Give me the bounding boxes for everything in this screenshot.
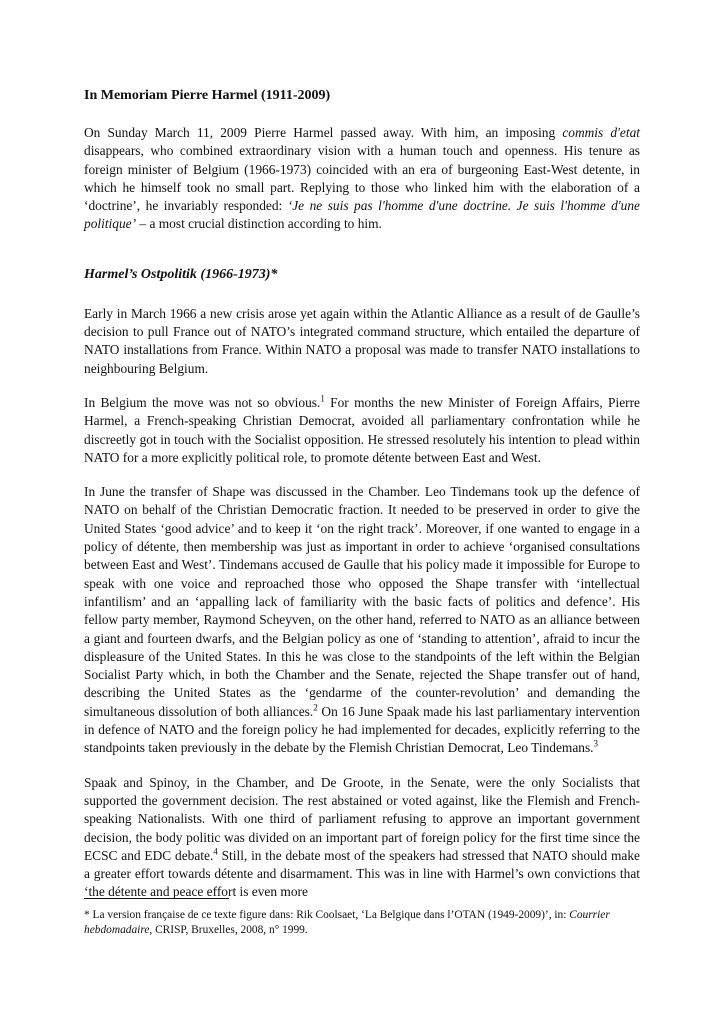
footnote-ref-2[interactable]: 2 — [313, 702, 318, 713]
intro-text-3: – a most crucial distinction according to him. — [136, 216, 382, 232]
paragraph-5 — [84, 774, 640, 902]
footnote-ref-4[interactable]: 4 — [213, 846, 218, 857]
page-title: In Memoriam Pierre Harmel (1911-2009) — [84, 88, 331, 103]
paragraph-2: Early in March 1966 a new crisis arose yet again within the Atlantic Alliance as a result of de Gaulle’s decision to pull France out of NATO’s integrated command structure, which entailed the departure of NATO installations from France. Within NATO a proposal was made to transfer NATO installations to neighbouring Belgium. — [84, 305, 640, 376]
intro-italic-quote: ‘Je ne suis pas l'homme d'une doctrine. Je suis l'homme d'une politique’ — [84, 198, 640, 232]
paragraph-5-text-2: Still, in the debate most of the speakers had stressed that NATO should make a greater effort towards détente and disarmament. This was in line with Harmel’s own convictions that ‘the détente and peace effort is even more — [84, 847, 641, 900]
footnote-text-1: * La version française de ce texte figure dans: Rik Coolsaet, ‘La Belgique dans l’OTAN (1949-2009)’, in: — [84, 909, 570, 921]
footnote-ref-1[interactable]: 1 — [320, 393, 325, 404]
footnote-divider — [84, 898, 229, 899]
intro-paragraph — [84, 124, 640, 234]
intro-text-1: On Sunday March 11, 2009 Pierre Harmel passed away. With him, an imposing — [84, 125, 563, 140]
footnote-italic: Courrier hebdomadaire — [84, 909, 610, 936]
footnote-text-2: , CRISP, Bruxelles, 2008, n° 1999. — [149, 924, 308, 936]
intro-text-2: disappears, who combined extraordinary vision with a human touch and openness. His tenure as foreign minister of Belgium (1966-1973) coincided with an era of burgeoning East-West detente, in which he himself took no small part. Replying to those who linked him with the elaboration of a ‘doctrine’, he invariably responded: — [84, 143, 640, 214]
paragraph-5-text-1: Spaak and Spinoy, in the Chamber, and De Groote, in the Senate, were the only Socialists that supported the government decision. The rest abstained or voted against, like the Flemish and French-speaking Nationalists. With one third of parliament refusing to approve an important government decision, the body politic was divided on an important part of foreign policy for the first time since the ECSC and EDC debate. — [84, 774, 640, 863]
intro-italic-1: commis d'etat — [562, 125, 640, 140]
paragraph-4-text-2: On 16 June Spaak made his last parliamentary intervention in defence of NATO and the foreign policy he had implemented for decades, explicitly referring to the standpoints taken previously in the debate by the Flemish Christian Democrat, Leo Tindemans. — [84, 703, 640, 756]
footnote-ref-3[interactable]: 3 — [593, 738, 599, 749]
section-heading: Harmel’s Ostpolitik (1966-1973)* — [84, 266, 278, 282]
paragraph-3-text-2: For months the new Minister of Foreign Affairs, Pierre Harmel, a French-speaking Christian Democrat, avoided all parliamentary confrontation while he discreetly got in touch with the Socialist opposition. He stressed resolutely his intention to plead within NATO for a more explicitly political role, to promote détente between East and West. — [84, 394, 640, 465]
paragraph-3 — [84, 394, 640, 467]
footnote — [84, 908, 640, 938]
paragraph-4 — [84, 483, 640, 757]
paragraph-4-text-1: In June the transfer of Shape was discussed in the Chamber. Leo Tindemans took up the defence of NATO on behalf of the Christian Democratic fraction. It needed to be preserved in order to give the United States ‘good advice’ and to keep it ‘on the right track’. Moreover, if one wanted to engage in a policy of détente, then membership was just as important in order to achieve ‘organised consultations between East and West’. Tindemans accused de Gaulle that his policy made it impossible for Europe to speak with one voice and reproached those who opposed the Shape transfer with ‘intellectual infantilism’ and an ‘appalling lack of familiarity with the basic facts of politics and defence’. His fellow party member, Raymond Scheyven, on the other hand, referred to NATO as an alliance between a giant and fourteen dwarfs, and the Belgian policy as one of ‘standing to attention’, afraid to incur the displeasure of the United States. In this he was close to the standpoints of the left within the Belgian Socialist Party which, in both the Chamber and the Senate, rejected the Shape transfer out of hand, describing the United States as the ‘gendarme of the counter-revolution’ and demanding the simultaneous dissolution of both alliances. — [84, 484, 640, 719]
paragraph-3-text-1: In Belgium the move was not so obvious. — [84, 394, 321, 410]
